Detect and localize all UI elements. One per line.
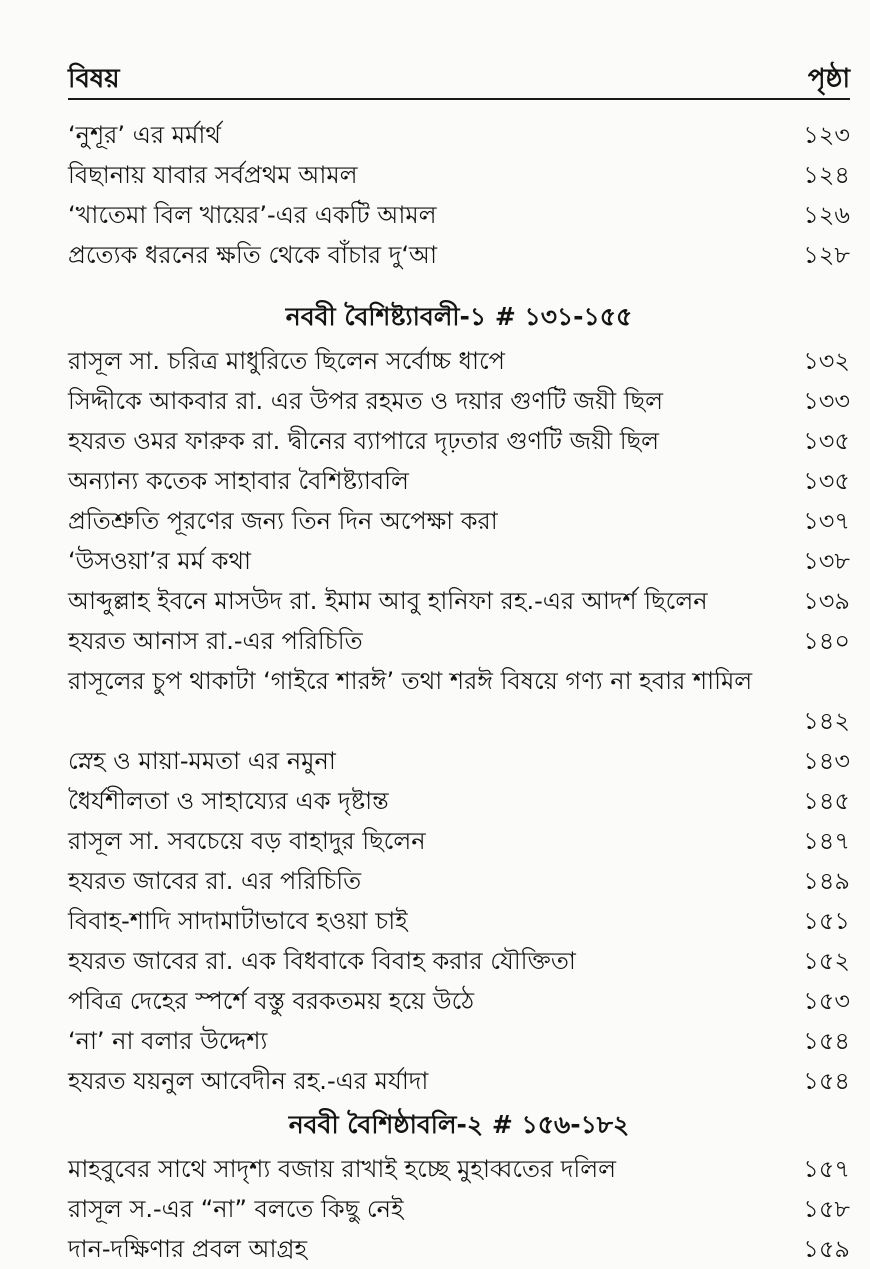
entry-title: হযরত জাবের রা. এর পরিচিতি bbox=[68, 867, 362, 895]
toc-header bbox=[68, 52, 850, 100]
entry-title: রাসূল স.-এর “না” বলতে কিছু নেই bbox=[68, 1195, 404, 1223]
entry-title: ‘না’ না বলার উদ্দেশ্য bbox=[68, 1027, 268, 1055]
entry-title: আব্দুল্লাহ ইবনে মাসউদ রা. ইমাম আবু হানিফা রহ.-এর আদর্শ ছিলেন bbox=[68, 587, 708, 615]
entry-page-number: ১৩৯ bbox=[803, 587, 850, 615]
entry-title: ‘নুশূর’ এর মর্মার্থ bbox=[68, 121, 221, 149]
entry-title: প্রতিশ্রুতি পূরণের জন্য তিন দিন অপেক্ষা করা bbox=[68, 507, 498, 535]
toc-entry bbox=[68, 1021, 850, 1061]
section-title: নববী বৈশিষ্ট্যাবলী-১ # ১৩১-১৫৫ bbox=[285, 302, 633, 331]
toc-entry bbox=[68, 941, 850, 981]
entry-title: ‘উসওয়া’র মর্ম কথা bbox=[68, 547, 251, 575]
entry-page-number: ১৩৫ bbox=[803, 427, 850, 455]
entry-title: হযরত জাবের রা. এক বিধবাকে বিবাহ করার যৌক্তিতা bbox=[68, 947, 576, 975]
entry-title: মাহবুবের সাথে সাদৃশ্য বজায় রাখাই হচ্ছে মুহাব্বতের দলিল bbox=[68, 1155, 617, 1183]
toc-entry bbox=[68, 195, 850, 235]
entry-title: রাসূল সা. চরিত্র মাধুরিতে ছিলেন সর্বোচ্চ ধাপে bbox=[68, 347, 505, 375]
toc-entry bbox=[68, 341, 850, 381]
page-heading: পৃষ্ঠা bbox=[807, 64, 850, 94]
toc-entry bbox=[68, 741, 850, 781]
entry-title: হযরত ওমর ফারুক রা. দ্বীনের ব্যাপারে দৃঢ়তার গুণটি জয়ী ছিল bbox=[68, 427, 660, 455]
toc-entry bbox=[68, 461, 850, 501]
entry-page-number: ১৩৩ bbox=[803, 387, 850, 415]
toc-entry bbox=[68, 1061, 850, 1101]
toc-entry bbox=[68, 981, 850, 1021]
toc-entry bbox=[68, 381, 850, 421]
toc-list bbox=[68, 115, 850, 1269]
entry-title: ‘খাতেমা বিল খায়ের’-এর একটি আমল bbox=[68, 201, 437, 229]
entry-title: রাসূল সা. সবচেয়ে বড় বাহাদুর ছিলেন bbox=[68, 827, 426, 855]
entry-page-number: ১৫৪ bbox=[803, 1067, 850, 1095]
entry-page-number: ১২৪ bbox=[803, 161, 850, 189]
entry-title: ধৈর্যশীলতা ও সাহায্যের এক দৃষ্টান্ত bbox=[68, 787, 389, 815]
entry-title: বিবাহ-শাদি সাদামাটাভাবে হওয়া চাই bbox=[68, 907, 408, 935]
entry-page-number: ১৫৩ bbox=[803, 987, 850, 1015]
entry-page-number: ১২৮ bbox=[803, 241, 850, 269]
entry-title: বিছানায় যাবার সর্বপ্রথম আমল bbox=[68, 161, 358, 189]
entry-page-number: ১৫৭ bbox=[803, 1155, 850, 1183]
entry-title: স্নেহ ও মায়া-মমতা এর নমুনা bbox=[68, 747, 336, 775]
entry-page-number: ১৪৫ bbox=[803, 787, 850, 815]
entry-page-number: ১৩৫ bbox=[803, 467, 850, 495]
entry-title: প্রত্যেক ধরনের ক্ষতি থেকে বাঁচার দু‘আ bbox=[68, 241, 437, 269]
entry-page-number: ১৪২ bbox=[803, 707, 850, 735]
toc-entry bbox=[68, 155, 850, 195]
entry-page-number: ১৩৭ bbox=[803, 507, 850, 535]
entry-page-number: ১৩৮ bbox=[803, 547, 850, 575]
toc-entry bbox=[68, 821, 850, 861]
toc-entry bbox=[68, 1149, 850, 1189]
entry-page-number: ১৪৩ bbox=[803, 747, 850, 775]
toc-entry bbox=[68, 581, 850, 621]
entry-title: হযরত আনাস রা.-এর পরিচিতি bbox=[68, 627, 363, 655]
toc-entry bbox=[68, 1189, 850, 1229]
entry-page-number: ১২৬ bbox=[803, 201, 850, 229]
entry-page-number: ১৫১ bbox=[803, 907, 850, 935]
entry-page-number: ১২৩ bbox=[803, 121, 850, 149]
section-title: নববী বৈশিষ্ঠাবলি-২ # ১৫৬-১৮২ bbox=[288, 1110, 630, 1139]
toc-entry bbox=[68, 781, 850, 821]
toc-entry bbox=[68, 621, 850, 661]
entry-title: পবিত্র দেহের স্পর্শে বস্তু বরকতময় হয়ে উঠে bbox=[68, 987, 475, 1015]
entry-page-number: ১৫৮ bbox=[803, 1195, 850, 1223]
toc-entry bbox=[68, 901, 850, 941]
entry-title: সিদ্দীকে আকবার রা. এর উপর রহমত ও দয়ার গুণটি জয়ী ছিল bbox=[68, 387, 664, 415]
toc-entry bbox=[68, 235, 850, 275]
toc-entry bbox=[68, 115, 850, 155]
entry-title: দান-দক্ষিণার প্রবল আগ্রহ bbox=[68, 1235, 308, 1263]
entry-title: রাসূলের চুপ থাকাটা ‘গাইরে শারঈ’ তথা শরঈ বিষয়ে গণ্য না হবার শামিল bbox=[68, 667, 753, 695]
entry-page-number: ১৩২ bbox=[803, 347, 850, 375]
toc-entry bbox=[68, 501, 850, 541]
toc-entry bbox=[68, 661, 850, 741]
entry-page-number: ১৪৯ bbox=[803, 867, 850, 895]
entry-page-number: ১৪৭ bbox=[803, 827, 850, 855]
toc-entry bbox=[68, 861, 850, 901]
entry-title: হযরত যয়নুল আবেদীন রহ.-এর মর্যাদা bbox=[68, 1067, 429, 1095]
entry-page-number: ১৫৪ bbox=[803, 1027, 850, 1055]
toc-entry bbox=[68, 541, 850, 581]
subject-heading: বিষয় bbox=[68, 64, 120, 94]
toc-entry bbox=[68, 1229, 850, 1269]
entry-page-number: ১৪০ bbox=[803, 627, 850, 655]
entry-page-number: ১৫২ bbox=[803, 947, 850, 975]
toc-entry bbox=[68, 421, 850, 461]
entry-page-number: ১৫৯ bbox=[803, 1235, 850, 1263]
entry-title: অন্যান্য কতেক সাহাবার বৈশিষ্ট্যাবলি bbox=[68, 467, 409, 495]
